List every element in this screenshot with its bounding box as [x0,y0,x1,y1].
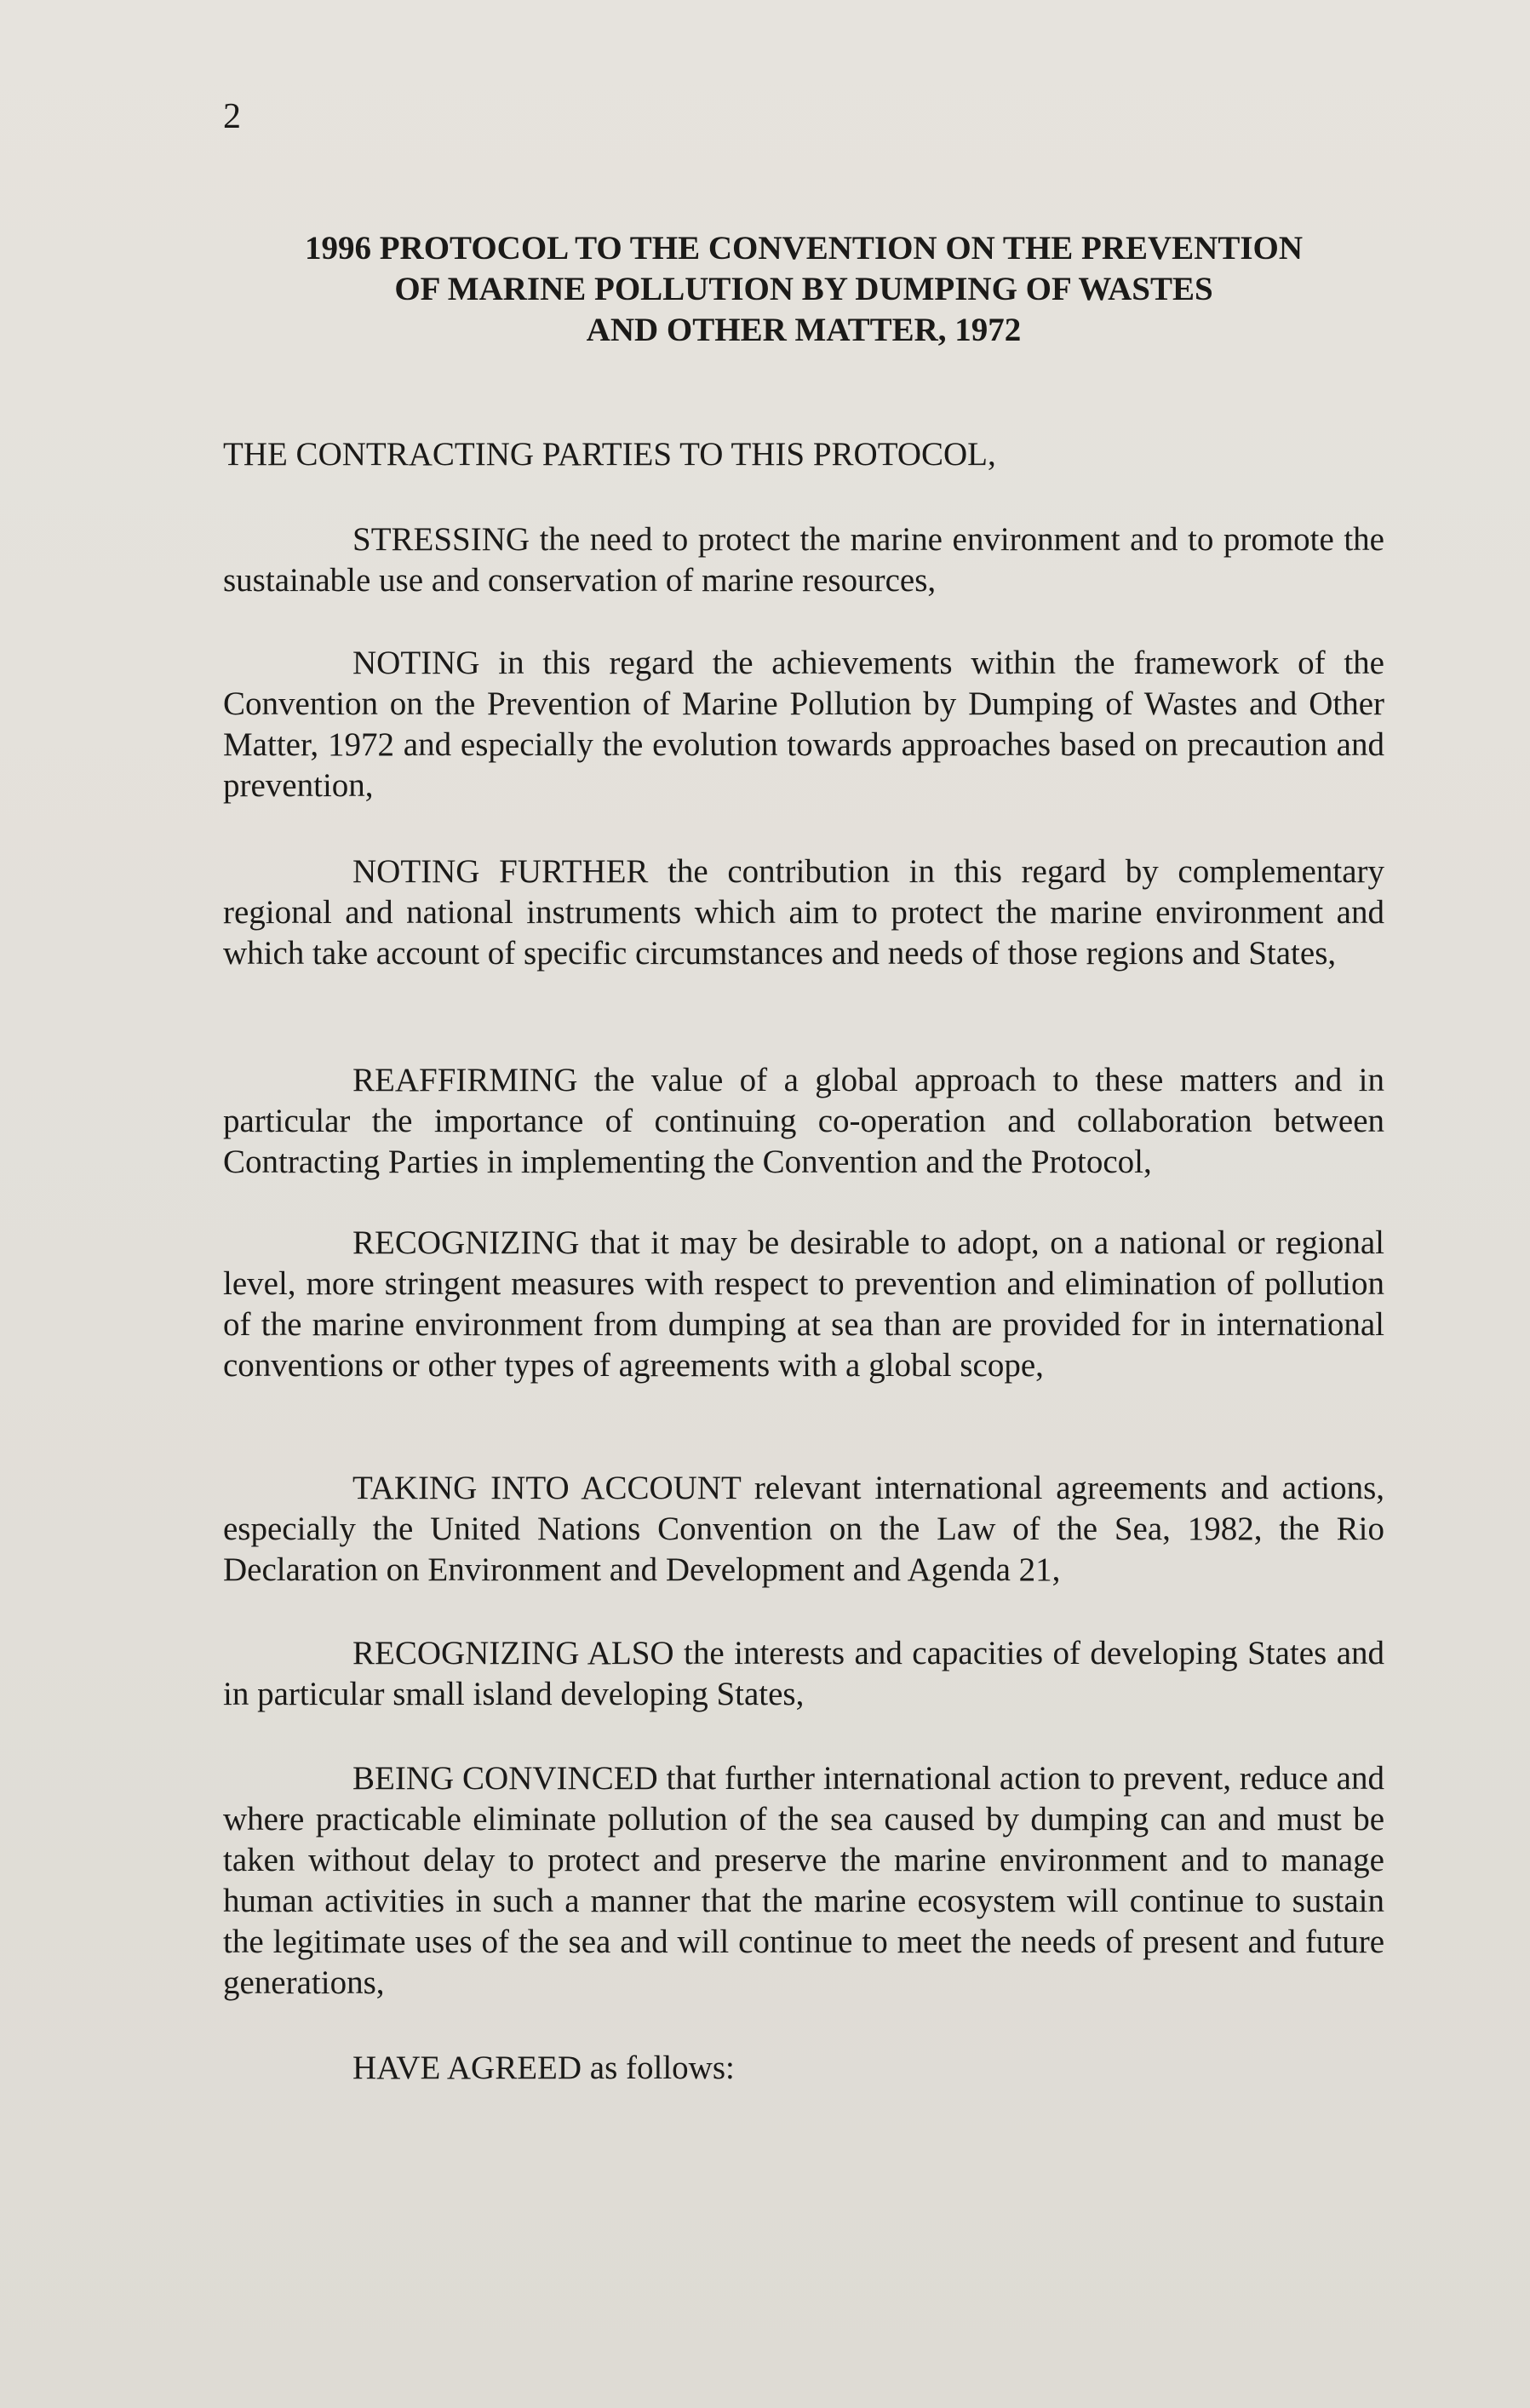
preamble-addressee: THE CONTRACTING PARTIES TO THIS PROTOCOL, [223,436,996,473]
title-line-2: OF MARINE POLLUTION BY DUMPING OF WASTES [394,271,1213,307]
preamble-paragraph-reaffirming: REAFFIRMING the value of a global approach to these matters and in particular the importance of continuing co-operation and collaboration between Contracting Parties in implementing the Convention and the Protocol, [223,1062,1384,1180]
preamble-paragraph-stressing: STRESSING the need to protect the marine environment and to promote the sustainable use and conservation of marine resources, [223,521,1384,599]
preamble-paragraph-have-agreed: HAVE AGREED as follows: [352,2050,735,2086]
preamble-paragraph-taking-into-account: TAKING INTO ACCOUNT relevant international agreements and actions, especially the United Nations Convention on the Law of the Sea, 1982, the Rio Declaration on Environment and Development and Agenda 21, [223,1470,1384,1588]
preamble-paragraph-recognizing-also: RECOGNIZING ALSO the interests and capacities of developing States and in particular small island developing States, [223,1635,1384,1712]
preamble-paragraph-noting-further: NOTING FURTHER the contribution in this regard by complementary regional and national instruments which aim to protect the marine environment and which take account of specific circumstances and needs of those regions and States, [223,853,1384,972]
page-number: 2 [223,97,241,136]
preamble-paragraph-being-convinced: BEING CONVINCED that further international action to prevent, reduce and where practicable eliminate pollution of the sea caused by dumping can and must be taken without delay to protect and preserve the marine environment and to manage human activities in such a manner that the marine ecosystem will continue to sustain the legitimate uses of the sea and will continue to meet the needs of present and future generations, [223,1760,1384,2001]
title-line-1: 1996 PROTOCOL TO THE CONVENTION ON THE PREVENTION [304,230,1304,267]
preamble-paragraph-recognizing: RECOGNIZING that it may be desirable to adopt, on a national or regional level, more stringent measures with respect to prevention and elimination of pollution of the marine environment from dumping at sea than are provided for in international conventions or other types of agreements with a global scope, [223,1224,1384,1384]
preamble-paragraph-noting: NOTING in this regard the achievements within the framework of the Convention on the Prevention of Marine Pollution by Dumping of Wastes and Other Matter, 1972 and especially the evolution towards approaches based on precaution and prevention, [223,645,1384,804]
title-line-3: AND OTHER MATTER, 1972 [586,312,1022,348]
document-title [223,228,1384,351]
